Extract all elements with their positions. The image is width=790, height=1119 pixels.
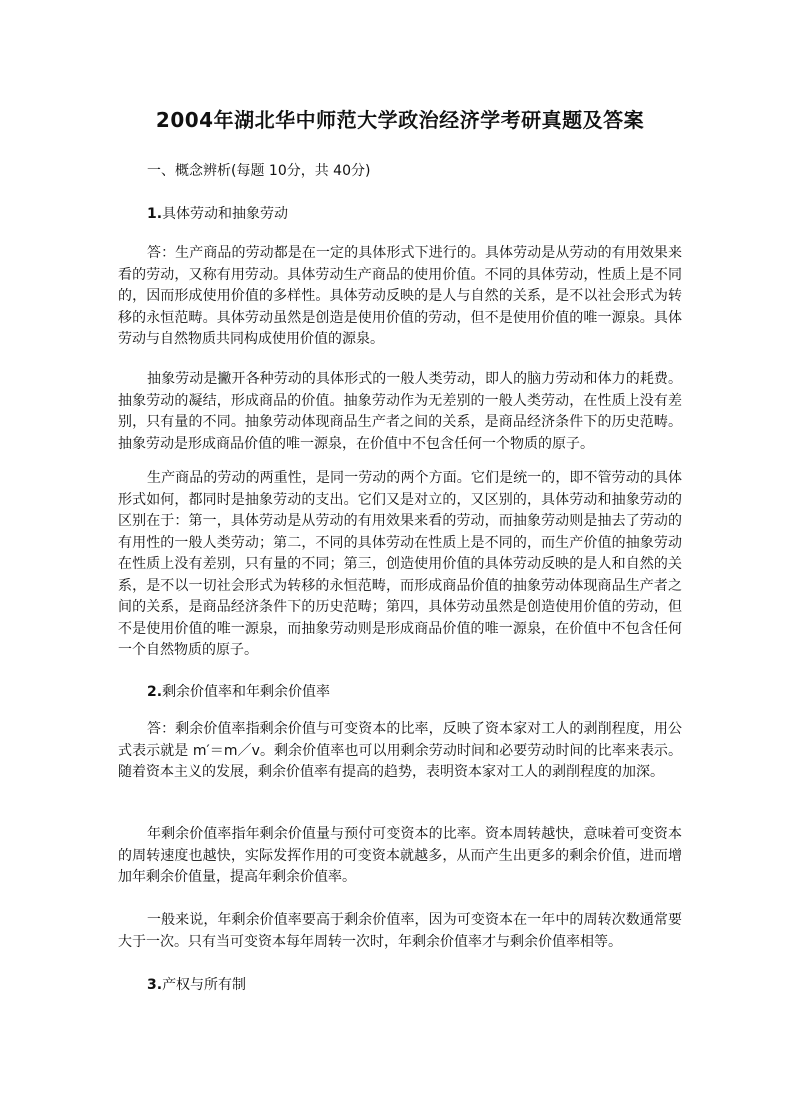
question-title: 剩余价值率和年剩余价值率 bbox=[162, 684, 331, 700]
answer-paragraph: 生产商品的劳动的两重性，是同一劳动的两个方面。它们是统一的，即不管劳动的具体形式如何，都同时是抽象劳动的支出。它们又是对立的，又区别的，具体劳动和抽象劳动的区别在于：第一，具体劳动是从劳动的有用效果来看的劳动，而抽象劳动则是抽去了劳动的有用性的一般人类劳动；第二，不同的具体劳动在性质上是不同的，而生产价值的抽象劳动在性质上没有差别，只有量的不同；第三，创造使用价值的具体劳动反映的是人和自然的关系，是不以一切社会形式为转移的永恒范畴，而形成商品价值的抽象劳动体现商品生产者之间的关系，是商品经济条件下的历史范畴；第四，具体劳动虽然是创造使用价值的劳动，但不是使用价值的唯一源泉，而抽象劳动则是形成商品价值的唯一源泉，在价值中不包含任何一个自然物质的原子。 bbox=[118, 470, 682, 658]
question-title: 具体劳动和抽象劳动 bbox=[162, 206, 289, 222]
answer-paragraph: 一般来说，年剩余价值率要高于剩余价值率，因为可变资本在一年中的周转次数通常要大于一次。只有当可变资本每年周转一次时，年剩余价值率才与剩余价值率相等。 bbox=[118, 912, 682, 950]
question-title: 产权与所有制 bbox=[162, 977, 247, 993]
question-number: 1. bbox=[147, 206, 163, 222]
section-heading: 一、概念辨析(每题 10分，共 40分) bbox=[147, 163, 371, 179]
answer-paragraph: 答：生产商品的劳动都是在一定的具体形式下进行的。具体劳动是从劳动的有用效果来看的劳动，又称有用劳动。具体劳动生产商品的使用价值。不同的具体劳动，性质上是不同的，因而形成使用价值的多样性。具体劳动反映的是人与自然的关系，是不以社会形式为转移的永恒范畴。具体劳动虽然是创造是使用价值的劳动，但不是使用价值的唯一源泉。具体劳动与自然物质共同构成使用价值的源泉。 bbox=[118, 245, 682, 347]
question-3-heading bbox=[118, 974, 246, 994]
answer-paragraph: 答：剩余价值率指剩余价值与可变资本的比率，反映了资本家对工人的剥削程度，用公式表示就是 m′＝m／v。剩余价值率也可以用剩余劳动时间和必要劳动时间的比率来表示。随着资本主义的发展，剩余价值率有提高的趋势，表明资本家对工人的剥削程度的加深。 bbox=[118, 721, 682, 780]
question-number: 2. bbox=[147, 684, 163, 700]
answer-paragraph: 抽象劳动是撇开各种劳动的具体形式的一般人类劳动，即人的脑力劳动和体力的耗费。抽象劳动的凝结，形成商品的价值。抽象劳动作为无差别的一般人类劳动，在性质上没有差别，只有量的不同。抽象劳动体现商品生产者之间的关系，是商品经济条件下的历史范畴。抽象劳动是形成商品价值的唯一源泉，在价值中不包含任何一个物质的原子。 bbox=[118, 371, 682, 452]
question-2-heading bbox=[118, 681, 330, 701]
document-title: 2004年湖北华中师范大学政治经济学考研真题及答案 bbox=[155, 108, 645, 132]
question-1-heading bbox=[118, 203, 288, 223]
question-number: 3. bbox=[147, 977, 163, 993]
answer-paragraph: 年剩余价值率指年剩余价值量与预付可变资本的比率。资本周转越快，意味着可变资本的周转速度也越快，实际发挥作用的可变资本就越多，从而产生出更多的剩余价值，进而增加年剩余价值量，提高年剩余价值率。 bbox=[118, 826, 682, 885]
